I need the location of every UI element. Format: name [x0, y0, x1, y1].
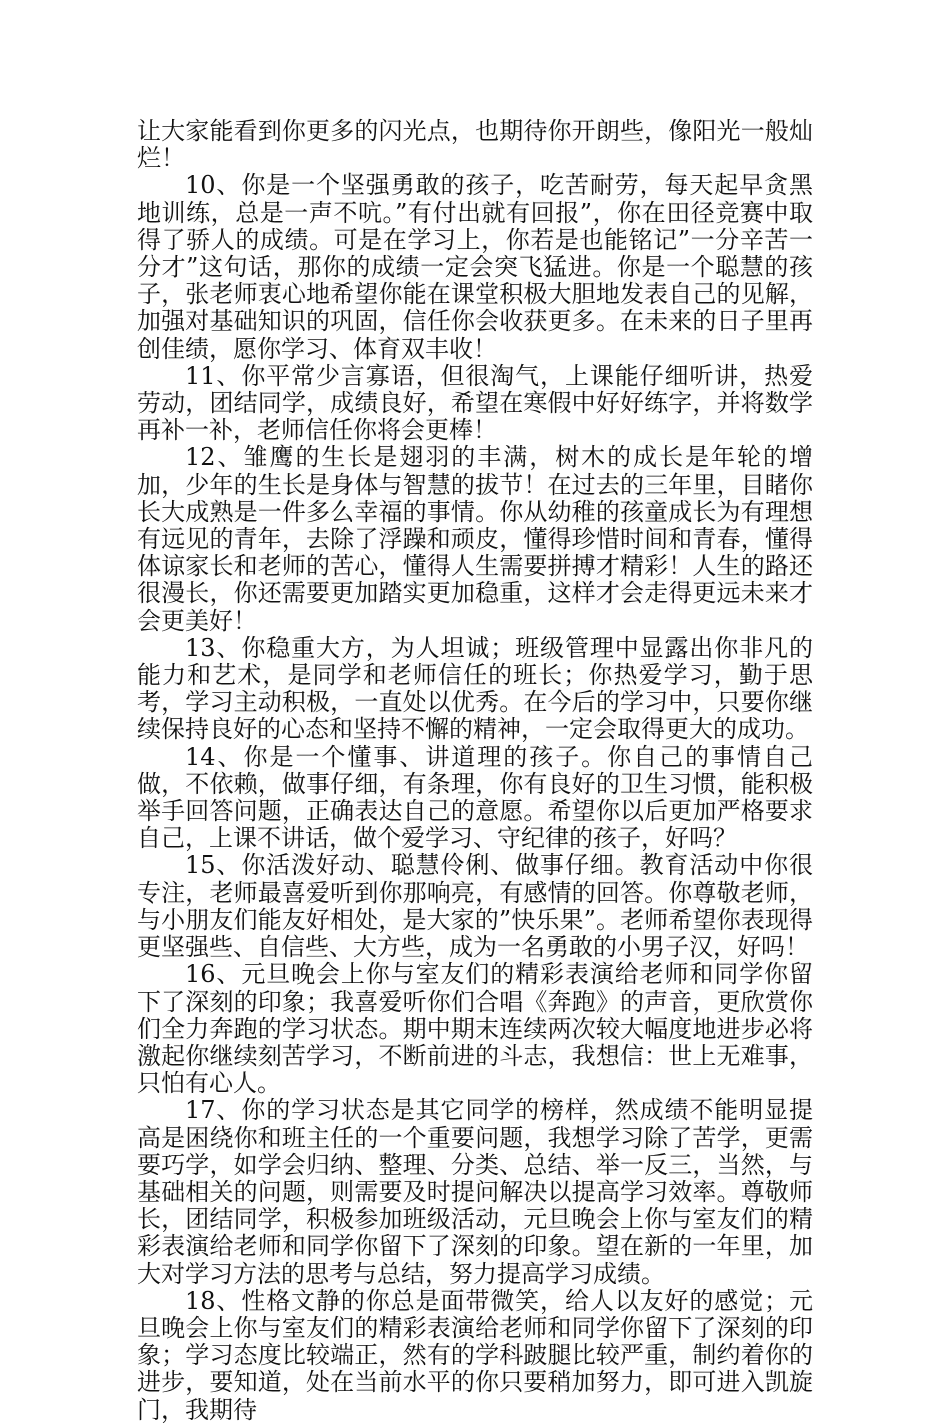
- paragraph-15: 15、你活泼好动、聪慧伶俐、做事仔细。教育活动中你很专注，老师最喜爱听到你那响亮，有感情的回答。你尊敬老师，与小朋友们能友好相处，是大家的”快乐果”。老师希望你表现得更坚强些、自信些、大方些，成为一名勇敢的小男子汉，好吗！: [137, 851, 813, 962]
- paragraph-continuation: 让大家能看到你更多的闪光点，也期待你开朗些，像阳光一般灿烂！: [137, 117, 813, 173]
- paragraph-16: 16、元旦晚会上你与室友们的精彩表演给老师和同学你留下了深刻的印象；我喜爱听你们合唱《奔跑》的声音，更欣赏你们全力奔跑的学习状态。期中期末连续两次较大幅度地进步必将激起你继续刻苦学习，不断前进的斗志，我想信：世上无难事，只怕有心人。: [137, 960, 813, 1098]
- paragraph-18: 18、性格文静的你总是面带微笑，给人以友好的感觉；元旦晚会上你与室友们的精彩表演给老师和同学你留下了深刻的印象；学习态度比较端正，然有的学科跛腿比较严重，制约着你的进步，要知道，处在当前水平的你只要稍加努力，即可进入凯旋门，我期待: [137, 1286, 813, 1424]
- paragraph-10: 10、你是一个坚强勇敢的孩子，吃苦耐劳，每天起早贪黑地训练，总是一声不吭。”有付出就有回报”，你在田径竞赛中取得了骄人的成绩。可是在学习上，你若是也能铭记”一分辛苦一分才”这句话，那你的成绩一定会突飞猛进。你是一个聪慧的孩子，张老师衷心地希望你能在课堂积极大胆地发表自己的见解，加强对基础知识的巩固，信任你会收获更多。在未来的日子里再创佳绩，愿你学习、体育双丰收！: [137, 171, 813, 363]
- paragraph-12: 12、雏鹰的生长是翅羽的丰满，树木的成长是年轮的增加，少年的生长是身体与智慧的拔节！在过去的三年里，目睹你长大成熟是一件多么幸福的事情。你从幼稚的孩童成长为有理想有远见的青年，去除了浮躁和顽皮，懂得珍惜时间和青春，懂得体谅家长和老师的苦心，懂得人生需要拼搏才精彩！人生的路还很漫长，你还需要更加踏实更加稳重，这样才会走得更远未来才会更美好！: [137, 443, 813, 635]
- document-page: [137, 118, 813, 1424]
- paragraph-11: 11、你平常少言寡语，但很淘气，上课能仔细听讲，热爱劳动，团结同学，成绩良好，希望在寒假中好好练字，并将数学再补一补，老师信任你将会更棒！: [137, 361, 813, 445]
- paragraph-17: 17、你的学习状态是其它同学的榜样，然成绩不能明显提高是困绕你和班主任的一个重要问题，我想学习除了苦学，更需要巧学，如学会归纳、整理、分类、总结、举一反三，当然，与基础相关的问题，则需要及时提问解决以提高学习效率。尊敬师长，团结同学，积极参加班级活动，元旦晚会上你与室友们的精彩表演给老师和同学你留下了深刻的印象。望在新的一年里，加大对学习方法的思考与总结，努力提高学习成绩。: [137, 1096, 813, 1288]
- paragraph-14: 14、你是一个懂事、讲道理的孩子。你自己的事情自己做，不依赖，做事仔细，有条理，你有良好的卫生习惯，能积极举手回答问题，正确表达自己的意愿。希望你以后更加严格要求自己，上课不讲话，做个爱学习、守纪律的孩子，好吗？: [137, 742, 813, 853]
- paragraph-13: 13、你稳重大方，为人坦诚；班级管理中显露出你非凡的能力和艺术，是同学和老师信任的班长；你热爱学习，勤于思考，学习主动积极，一直处以优秀。在今后的学习中，只要你继续保持良好的心态和坚持不懈的精神，一定会取得更大的成功。: [137, 633, 813, 744]
